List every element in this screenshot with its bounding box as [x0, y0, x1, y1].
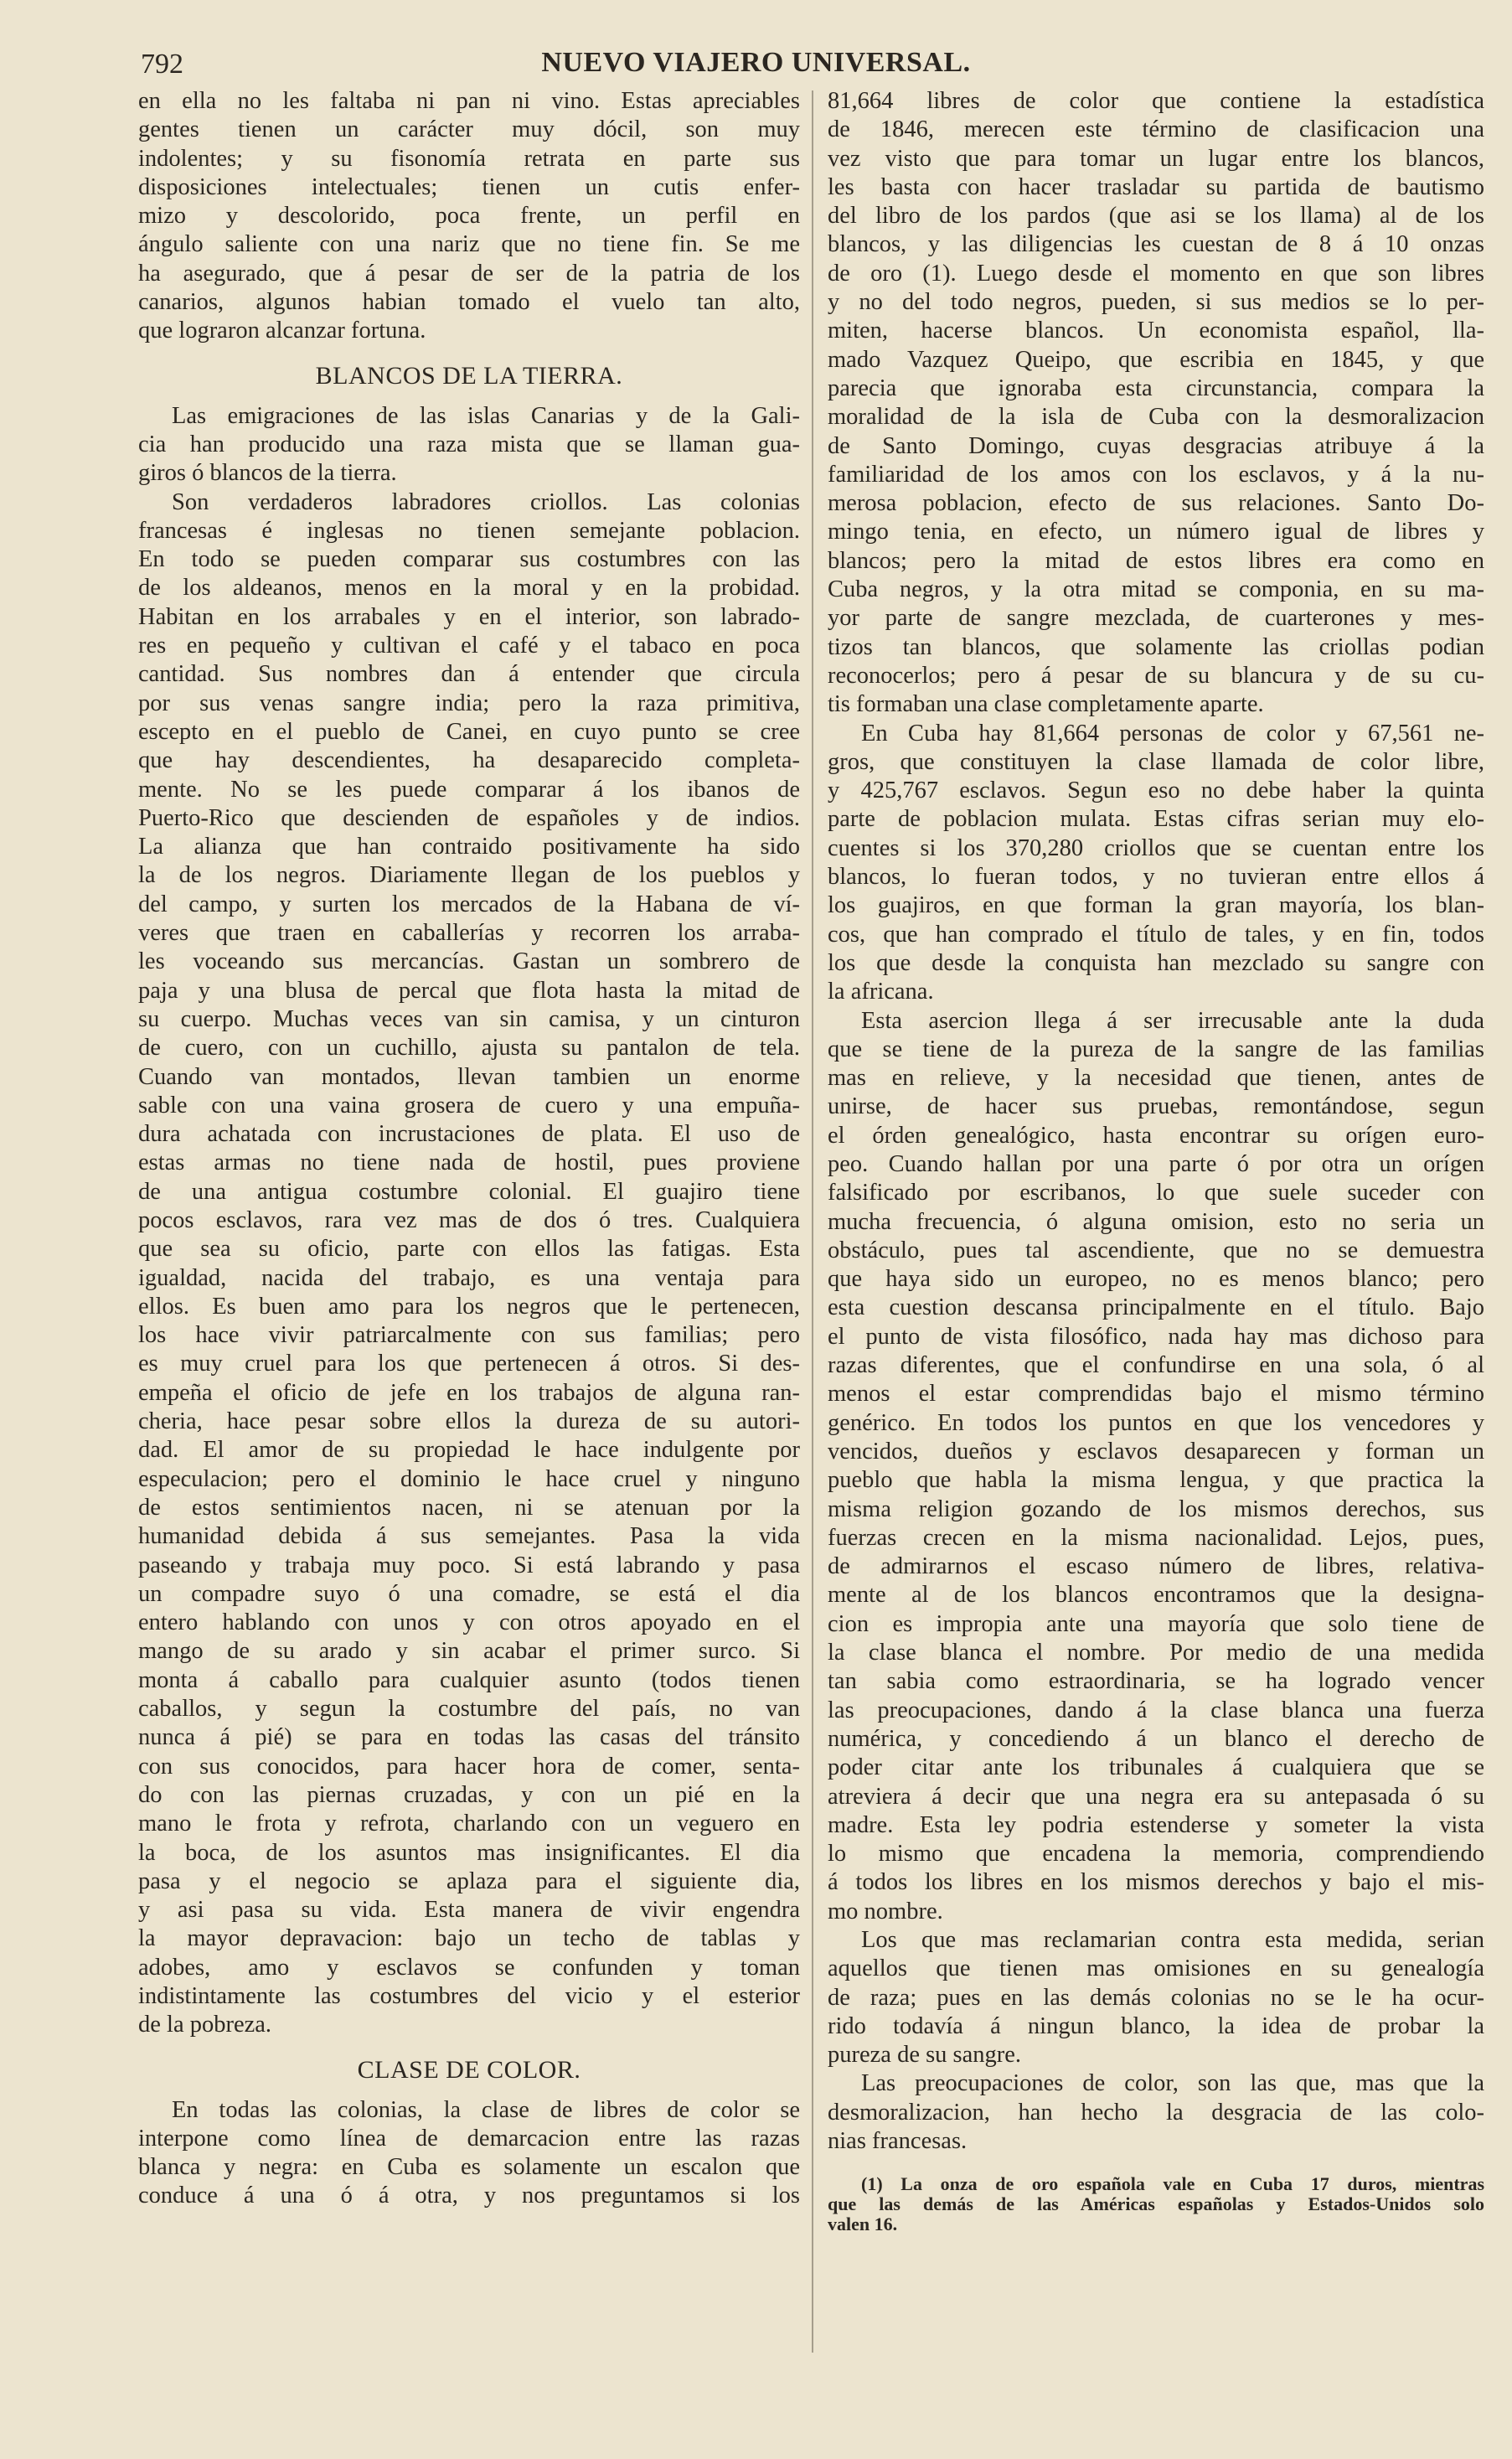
text-line: En todo se pueden comparar sus costumbres con las	[138, 546, 800, 573]
footnote	[828, 2174, 1484, 2234]
text-line: valen 16.	[828, 2214, 898, 2235]
text-line: cheria, hace pesar sobre ellos la dureza de su autori-	[138, 1408, 800, 1435]
text-line: que sea su oficio, parte con ellos las fatigas. Esta	[138, 1236, 800, 1263]
text-line: giros ó blancos de la tierra.	[138, 460, 397, 487]
text-line: del libro de los pardos (que asi se los llama) al de los	[828, 203, 1484, 230]
text-line: de raza; pues en las demás colonias no se le ha ocur-	[828, 1984, 1484, 2011]
text-line: la de los negros. Diariamente llegan de los pueblos y	[138, 862, 800, 889]
page-number: 792	[141, 49, 183, 80]
text-line: dad. El amor de su propiedad le hace indulgente por	[138, 1437, 800, 1464]
text-line: veres que traen en caballerías y recorren los arraba-	[138, 920, 800, 947]
text-line: por sus venas sangre india; pero la raza primitiva,	[138, 690, 800, 716]
text-line: gentes tienen un carácter muy dócil, son muy	[138, 116, 800, 143]
text-line: indistintamente las costumbres del vicio y el esterior	[138, 1983, 800, 2009]
text-line: de admirarnos el escaso número de libres, relativa-	[828, 1553, 1484, 1580]
text-line: pocos esclavos, rara vez mas de dos ó tres. Cualquiera	[138, 1206, 800, 1233]
text-line: menos el estar comprendidas bajo el mismo término	[828, 1381, 1484, 1408]
text-line: y no del todo negros, pueden, si sus medios se lo per-	[828, 289, 1484, 316]
paragraph	[828, 720, 1484, 1007]
text-line: familiaridad de los amos con los esclavos, y á la nu-	[828, 461, 1484, 488]
text-line: el órden genealógico, hasta encontrar su orígen euro-	[828, 1122, 1484, 1149]
text-line: les basta con hacer trasladar su partida de bautismo	[828, 173, 1484, 200]
text-line: especulacion; pero el dominio le hace cruel y ninguno	[138, 1465, 800, 1492]
text-line: que se tiene de la pureza de la sangre de las familias	[828, 1036, 1484, 1062]
text-line: de la pobreza.	[138, 2012, 272, 2038]
text-line: cos, que han comprado el título de tales, y en fin, todos	[828, 921, 1484, 948]
text-line: La alianza que han contraido positivamente ha sido	[138, 834, 800, 860]
text-line: la africana.	[828, 979, 934, 1005]
text-line: esta cuestion descansa principalmente en el título. Bajo	[828, 1294, 1484, 1321]
text-line: francesas é inglesas no tienen semejante poblacion.	[138, 517, 800, 544]
text-line: unirse, de hacer sus pruebas, remontándose, segun	[828, 1093, 1484, 1120]
text-line: numérica, y concediendo á un blanco el derecho de	[828, 1725, 1484, 1752]
paragraph	[138, 2096, 800, 2211]
text-line: y 425,767 esclavos. Segun eso no debe haber la quinta	[828, 777, 1484, 804]
text-line: que lograron alcanzar fortuna.	[138, 318, 426, 344]
text-line: blanca y negra: en Cuba es solamente un escalon que	[138, 2154, 800, 2181]
text-line: miten, hacerse blancos. Un economista español, lla-	[828, 318, 1484, 344]
text-line: mucha frecuencia, ó alguna omision, esto no seria un	[828, 1208, 1484, 1235]
text-line: tis formaban una clase completamente aparte.	[828, 691, 1264, 718]
running-title: NUEVO VIAJERO UNIVERSAL.	[541, 47, 971, 78]
text-line: mo nombre.	[828, 1898, 943, 1924]
text-line: rido todavía á ningun blanco, la idea de probar la	[828, 2012, 1484, 2039]
text-line: la clase blanca el nombre. Por medio de una medida	[828, 1640, 1484, 1666]
text-line: igualdad, nacida del trabajo, es una ventaja para	[138, 1264, 800, 1291]
text-line: mano le frota y refrota, charlando con un veguero en	[138, 1811, 800, 1837]
text-line: Son verdaderos labradores criollos. Las colonias	[172, 488, 800, 515]
text-line: blancos, y las diligencias les cuestan de 8 á 10 onzas	[828, 231, 1484, 258]
text-line: canarios, algunos habian tomado el vuelo tan alto,	[138, 289, 800, 316]
text-line: parte de poblacion mulata. Estas cifras serian muy elo-	[828, 806, 1484, 833]
text-line: vez visto que para tomar un lugar entre los blancos,	[828, 145, 1484, 172]
text-line: conduce á una ó á otra, y nos preguntamos si los	[138, 2183, 800, 2209]
text-line: á todos los libres en los mismos derechos y bajo el mis-	[828, 1869, 1484, 1896]
text-line: mango de su arado y sin acabar el primer surco. Si	[138, 1638, 800, 1665]
text-line: es muy cruel para los que pertenecen á otros. Si des-	[138, 1351, 800, 1377]
section-heading: BLANCOS DE LA TIERRA.	[315, 361, 623, 390]
text-line: que hay descendientes, ha desaparecido completa-	[138, 747, 800, 774]
text-line: estas armas no tiene nada de hostil, pues proviene	[138, 1149, 800, 1176]
text-line: sable con una vaina grosera de cuero y una empuña-	[138, 1092, 800, 1118]
text-line: los guajiros, en que forman la gran mayoría, los blan-	[828, 892, 1484, 919]
text-line: el punto de vista filosófico, nada hay mas dichoso para	[828, 1323, 1484, 1350]
text-line: de estos sentimientos nacen, ni se atenuan por la	[138, 1494, 800, 1521]
text-line: su cuerpo. Muchas veces van sin camisa, y un cinturon	[138, 1005, 800, 1032]
text-line: pasa y el negocio se aplaza para el siguiente dia,	[138, 1867, 800, 1894]
text-line: cia han producido una raza mista que se llaman gua-	[138, 431, 800, 457]
column-divider	[812, 90, 813, 2353]
text-line: mado Vazquez Queipo, que escribia en 1845, y que	[828, 346, 1484, 373]
text-line: cuentes si los 370,280 criollos que se cuentan entre los	[828, 834, 1484, 861]
text-line: res en pequeño y cultivan el café y el tabaco en poca	[138, 633, 800, 659]
text-line: Los que mas reclamarian contra esta medida, serian	[861, 1927, 1484, 1953]
text-line: la boca, de los asuntos mas insignificantes. El dia	[138, 1839, 800, 1866]
text-line: Esta asercion llega á ser irrecusable ante la duda	[861, 1007, 1484, 1034]
text-line: paja y una blusa de percal que flota hasta la mitad de	[138, 977, 800, 1004]
text-line: de oro (1). Luego desde el momento en que son libres	[828, 260, 1484, 287]
text-line: lo mismo que encadena la memoria, comprendiendo	[828, 1841, 1484, 1867]
text-line: las preocupaciones, dando á la clase blanca una fuerza	[828, 1697, 1484, 1723]
text-line: merosa poblacion, efecto de sus relaciones. Santo Do-	[828, 490, 1484, 517]
text-line: misma religion gozando de los mismos derechos, sus	[828, 1496, 1484, 1522]
text-line: mizo y descolorido, poca frente, un perfil en	[138, 203, 800, 230]
paragraph	[828, 1926, 1484, 2069]
text-line: escepto en el pueblo de Canei, en cuyo punto se cree	[138, 718, 800, 745]
section-heading: CLASE DE COLOR.	[357, 2055, 581, 2084]
text-line: de los aldeanos, menos en la moral y en la probidad.	[138, 575, 800, 602]
text-line: ángulo saliente con una nariz que no tiene fin. Se me	[138, 231, 800, 258]
text-line: pueblo que habla la misma lengua, y que practica la	[828, 1467, 1484, 1494]
text-line: blancos; pero la mitad de estos libres era como en	[828, 547, 1484, 574]
text-line: desmoralizacion, han hecho la desgracia de las colo-	[828, 2099, 1484, 2126]
text-line: En Cuba hay 81,664 personas de color y 67,561 ne-	[861, 720, 1484, 746]
text-line: la mayor depravacion: bajo un techo de tablas y	[138, 1925, 800, 1952]
text-line: monta á caballo para cualquier asunto (todos tienen	[138, 1666, 800, 1693]
text-line: aquellos que tienen mas omisiones en su genealogía	[828, 1955, 1484, 1982]
text-line: mingo tenia, en efecto, un número igual de libres y	[828, 519, 1484, 545]
left-column	[138, 87, 800, 2211]
text-line: pureza de su sangre.	[828, 2042, 1022, 2069]
text-line: mas en relieve, y la necesidad que tienen, antes de	[828, 1065, 1484, 1092]
paragraph	[138, 402, 800, 488]
text-line: razas diferentes, que el confundirse en una sola, ó al	[828, 1352, 1484, 1379]
text-line: del campo, y surten los mercados de la Habana de ví-	[138, 891, 800, 917]
text-line: los que desde la conquista han mezclado su sangre con	[828, 949, 1484, 976]
text-line: empeña el oficio de jefe en los trabajos de alguna ran-	[138, 1379, 800, 1406]
text-line: de Santo Domingo, cuyas desgracias atribuye á la	[828, 432, 1484, 459]
text-line: mente al de los blancos encontramos que la designa-	[828, 1582, 1484, 1609]
paragraph	[828, 87, 1484, 720]
text-line: paseando y trabaja muy poco. Si está labrando y pasa	[138, 1552, 800, 1578]
text-line: tan sabia como estraordinaria, se ha logrado vencer	[828, 1668, 1484, 1695]
text-line: blancos, lo fueran todos, y no tuvieran entre ellos á	[828, 864, 1484, 891]
text-line: nias francesas.	[828, 2128, 968, 2155]
paragraph	[138, 488, 800, 2040]
text-line: En todas las colonias, la clase de libres de color se	[172, 2096, 800, 2123]
text-line: en ella no les faltaba ni pan ni vino. Estas apreciables	[138, 88, 800, 114]
text-line: un compadre suyo ó una comadre, se está el dia	[138, 1580, 800, 1607]
text-line: genérico. En todos los puntos en que los vencedores y	[828, 1409, 1484, 1436]
text-line: de 1846, merecen este término de clasificacion una	[828, 116, 1484, 143]
text-line: fuerzas crecen en la misma nacionalidad. Lejos, pues,	[828, 1524, 1484, 1551]
text-line: do con las piernas cruzadas, y con un pié en la	[138, 1781, 800, 1808]
text-line: vencidos, dueños y esclavos desaparecen y forman un	[828, 1438, 1484, 1465]
text-line: mente. No se les puede comparar á los ibanos de	[138, 776, 800, 803]
text-line: de cuero, con un cuchillo, ajusta su pantalon de tela.	[138, 1035, 800, 1062]
text-line: Las emigraciones de las islas Canarias y de la Gali-	[172, 402, 800, 429]
text-line: parecia que ignoraba esta circunstancia, compara la	[828, 375, 1484, 401]
text-line: los hace vivir patriarcalmente con sus familias; pero	[138, 1322, 800, 1349]
text-line: tizos tan blancos, que solamente las criollas podian	[828, 633, 1484, 660]
text-line: humanidad debida á sus semejantes. Pasa la vida	[138, 1523, 800, 1550]
text-line: gros, que constituyen la clase llamada de color libre,	[828, 748, 1484, 775]
text-line: que haya sido un europeo, no es menos blanco; pero	[828, 1266, 1484, 1293]
text-line: que las demás de las Américas españolas y Estados-Unidos solo	[828, 2193, 1484, 2215]
text-line: caballos, y segun la costumbre del país, no van	[138, 1696, 800, 1723]
text-line: nunca á pié) se para en todas las casas del tránsito	[138, 1724, 800, 1751]
text-line: atreviera á decir que una negra era su antepasada ó su	[828, 1783, 1484, 1810]
paragraph	[138, 87, 800, 346]
text-line: 81,664 libres de color que contiene la estadística	[828, 88, 1484, 114]
text-line: y asi pasa su vida. Esta manera de vivir engendra	[138, 1897, 800, 1924]
text-line: con sus conocidos, para hacer hora de comer, senta-	[138, 1753, 800, 1780]
text-line: les voceando sus mercancías. Gastan un sombrero de	[138, 948, 800, 975]
paragraph	[828, 2069, 1484, 2156]
text-line: Puerto-Rico que descienden de españoles y de indios.	[138, 804, 800, 831]
text-line: poder citar ante los tribunales á cualquiera que se	[828, 1754, 1484, 1781]
text-line: madre. Esta ley podria estenderse y someter la vista	[828, 1811, 1484, 1838]
text-line: moralidad de la isla de Cuba con la desmoralizacion	[828, 404, 1484, 431]
text-line: Las preocupaciones de color, son las que, mas que la	[861, 2070, 1484, 2097]
text-line: yor parte de sangre mezclada, de cuarterones y mes-	[828, 605, 1484, 632]
text-line: ellos. Es buen amo para los negros que le pertenecen,	[138, 1293, 800, 1320]
text-line: (1) La onza de oro española vale en Cuba 17 duros, mientras	[861, 2173, 1484, 2195]
text-line: falsificado por escribanos, lo que suele suceder con	[828, 1180, 1484, 1206]
text-line: ha asegurado, que á pesar de ser de la patria de los	[138, 260, 800, 287]
text-line: de una antigua costumbre colonial. El guajiro tiene	[138, 1178, 800, 1205]
text-line: Cuando van montados, llevan tambien un enorme	[138, 1063, 800, 1090]
text-line: adobes, amo y esclavos se confunden y toman	[138, 1954, 800, 1981]
text-line: disposiciones intelectuales; tienen un cutis enfer-	[138, 173, 800, 200]
text-line: Habitan en los arrabales y en el interior, son labrado-	[138, 603, 800, 630]
text-line: indolentes; y su fisonomía retrata en parte sus	[138, 145, 800, 172]
text-line: Cuba negros, y la otra mitad se componia, en su ma-	[828, 576, 1484, 603]
text-line: reconocerlos; pero á pesar de su blancura y de su cu-	[828, 662, 1484, 689]
text-line: dura achatada con incrustaciones de plata. El uso de	[138, 1121, 800, 1148]
text-line: entero hablando con unos y con otros apoyado en el	[138, 1609, 800, 1636]
text-line: cantidad. Sus nombres dan á entender que circula	[138, 661, 800, 688]
text-line: interpone como línea de demarcacion entre las razas	[138, 2125, 800, 2152]
paragraph	[828, 1007, 1484, 1927]
right-column	[828, 87, 1484, 2234]
text-line: cion es impropia ante una mayoría que solo tiene de	[828, 1610, 1484, 1637]
text-line: peo. Cuando hallan por una parte ó por otra un orígen	[828, 1150, 1484, 1177]
text-line: obstáculo, pues tal ascendiente, que no se demuestra	[828, 1237, 1484, 1263]
